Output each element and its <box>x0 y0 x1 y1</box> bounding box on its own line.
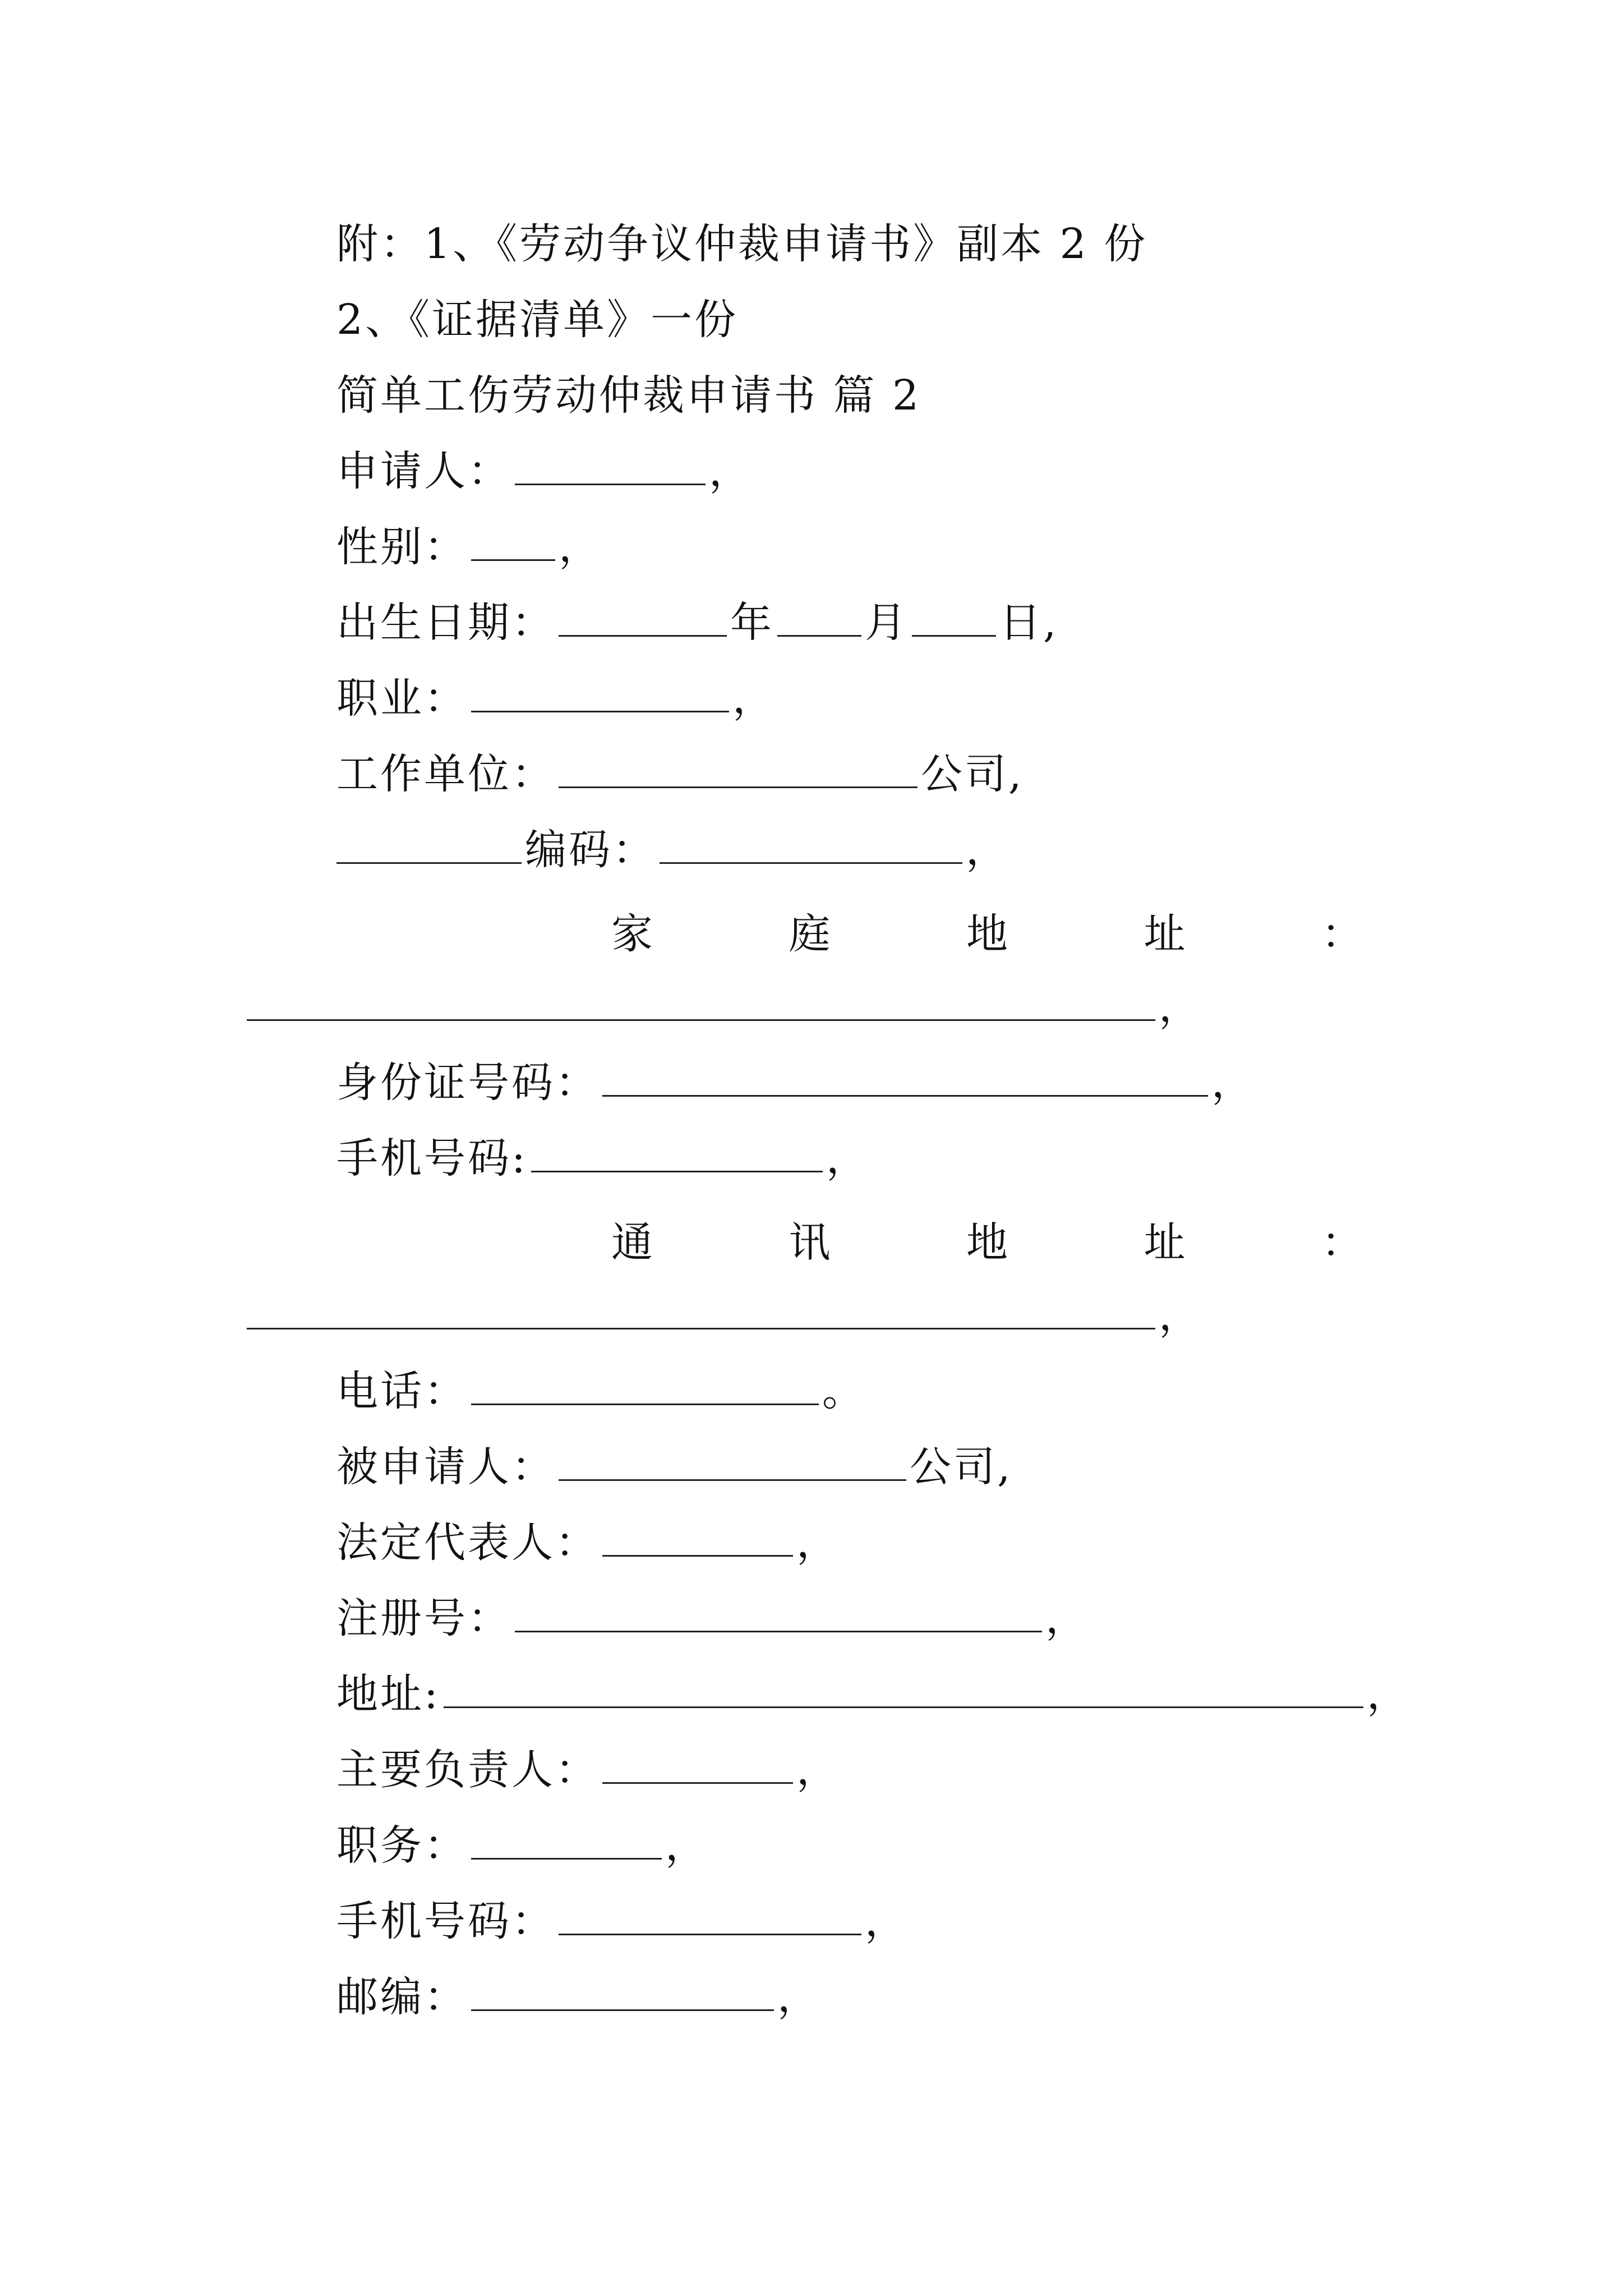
id-number-blank[interactable] <box>602 1059 1208 1097</box>
gender-row <box>336 519 602 575</box>
comma: ， <box>966 826 1009 874</box>
phone-row <box>336 1363 866 1419</box>
mail-address-blank[interactable] <box>247 1292 1155 1329</box>
home-address-label-row <box>611 906 1363 962</box>
applicant-mobile-label: 手机号码: <box>336 1134 528 1182</box>
postcode-respondent-row <box>336 1969 821 2025</box>
respondent-address-row <box>336 1666 1410 1722</box>
legal-rep-label: 法定代表人： <box>336 1519 599 1567</box>
position-label: 职务： <box>336 1821 468 1870</box>
postcode-prefix-blank[interactable] <box>336 826 522 864</box>
birth-day-blank[interactable] <box>912 599 996 637</box>
comma: ， <box>1045 1594 1089 1642</box>
mail-address-char: 地 <box>966 1218 1008 1267</box>
comma: ， <box>559 523 602 571</box>
employer-suffix: 公司, <box>921 750 1024 798</box>
comma: ， <box>796 1746 840 1794</box>
employer-blank[interactable] <box>559 751 917 788</box>
gender-blank[interactable] <box>471 523 555 561</box>
home-address-blank[interactable] <box>247 983 1155 1021</box>
comma: ， <box>1159 1291 1200 1340</box>
respondent-mobile-label: 手机号码： <box>336 1897 555 1945</box>
mail-address-label-row <box>611 1214 1363 1271</box>
applicant-name-blank[interactable] <box>515 448 706 485</box>
comma: ， <box>1159 983 1200 1031</box>
mail-address-char: 通 <box>611 1218 653 1267</box>
home-address-char: ： <box>1321 910 1363 958</box>
principal-blank[interactable] <box>602 1746 793 1784</box>
employer-row <box>336 746 1024 802</box>
home-address-char: 庭 <box>789 910 831 958</box>
applicant-mobile-row <box>336 1130 870 1186</box>
respondent-name-label: 被申请人： <box>336 1443 555 1491</box>
mail-address-char: 讯 <box>789 1218 831 1267</box>
attachment-item-1 <box>336 216 1147 272</box>
postcode-label: 编码： <box>525 826 656 874</box>
comma: ， <box>796 1519 840 1567</box>
comma: ， <box>1211 1059 1255 1107</box>
comma: ， <box>1366 1670 1410 1718</box>
respondent-name-row <box>336 1439 1013 1495</box>
mail-address-char: 址 <box>1144 1218 1186 1267</box>
respondent-name-suffix: 公司, <box>910 1443 1013 1491</box>
mail-address-char: ： <box>1321 1218 1363 1267</box>
comma: ， <box>826 1134 870 1182</box>
comma: ， <box>732 674 776 723</box>
day-label: 日, <box>999 599 1059 647</box>
applicant-name-label: 申请人： <box>336 447 511 495</box>
mail-address-row <box>247 1287 1200 1343</box>
respondent-name-blank[interactable] <box>559 1443 906 1481</box>
legal-rep-row <box>336 1515 840 1571</box>
respondent-mobile-blank[interactable] <box>559 1898 861 1935</box>
principal-label: 主要负责人： <box>336 1746 599 1794</box>
respondent-address-blank[interactable] <box>444 1671 1363 1708</box>
attachment-item-1-text: 附：1、《劳动争议仲裁申请书》副本 2 份 <box>336 220 1148 268</box>
applicant-name-row <box>336 443 753 499</box>
gender-label: 性别： <box>336 523 468 571</box>
phone-label: 电话： <box>336 1367 468 1415</box>
reg-number-blank[interactable] <box>515 1595 1042 1632</box>
legal-rep-blank[interactable] <box>602 1519 793 1557</box>
postcode-blank[interactable] <box>660 826 962 864</box>
respondent-postcode-label: 邮编： <box>336 1973 468 2021</box>
birth-date-row <box>336 595 1059 651</box>
comma: ， <box>865 1897 909 1945</box>
principal-row <box>336 1742 840 1798</box>
postcode-row <box>336 822 1009 878</box>
reg-number-label: 注册号： <box>336 1594 511 1642</box>
occupation-blank[interactable] <box>471 675 729 712</box>
id-number-label: 身份证号码： <box>336 1059 599 1107</box>
comma: ， <box>665 1821 709 1870</box>
birth-month-blank[interactable] <box>777 599 861 637</box>
section-title-text: 简单工伤劳动仲裁申请书 篇 2 <box>336 371 921 420</box>
occupation-row <box>336 670 776 726</box>
birth-year-blank[interactable] <box>559 599 727 637</box>
home-address-char: 家 <box>611 910 653 958</box>
employer-label: 工作单位： <box>336 750 555 798</box>
occupation-label: 职业： <box>336 674 468 723</box>
month-label: 月 <box>865 599 909 647</box>
respondent-mobile-row <box>336 1893 909 1949</box>
reg-number-row <box>336 1590 1089 1646</box>
home-address-row <box>247 979 1200 1035</box>
year-label: 年 <box>730 599 774 647</box>
applicant-mobile-blank[interactable] <box>531 1135 823 1172</box>
phone-blank[interactable] <box>471 1368 819 1405</box>
position-row <box>336 1818 709 1874</box>
respondent-address-label: 地址: <box>336 1670 440 1718</box>
home-address-char: 址 <box>1144 910 1186 958</box>
period: 。 <box>822 1367 866 1415</box>
respondent-postcode-blank[interactable] <box>471 1973 774 2011</box>
birth-date-label: 出生日期： <box>336 599 555 647</box>
id-number-row <box>336 1055 1255 1111</box>
comma: ， <box>709 447 753 495</box>
home-address-char: 地 <box>966 910 1008 958</box>
section-title <box>336 367 921 424</box>
attachment-item-2-text: 2、《证据清单》一份 <box>336 296 739 344</box>
comma: ， <box>777 1973 821 2021</box>
position-blank[interactable] <box>471 1822 662 1860</box>
attachment-item-2 <box>336 292 738 348</box>
